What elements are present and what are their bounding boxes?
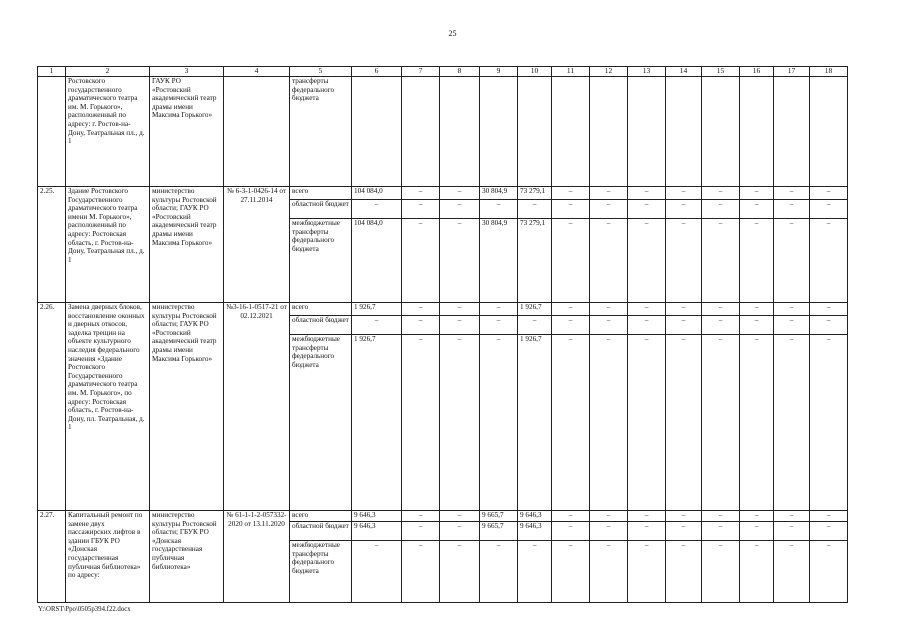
value-cell-col-11	[552, 187, 590, 303]
value: –	[628, 334, 665, 344]
value: –	[552, 334, 589, 344]
value: –	[418, 303, 423, 311]
value-cell-col-17	[774, 77, 810, 187]
value: –	[810, 315, 847, 334]
value: –	[402, 315, 439, 334]
value: –	[628, 540, 665, 550]
value-cell-col-6	[352, 511, 402, 603]
value: –	[774, 199, 809, 218]
header-col-5: 5	[290, 67, 352, 77]
value: –	[666, 199, 701, 218]
value: –	[666, 521, 701, 540]
table-row	[38, 511, 848, 603]
value-cell-col-9	[480, 187, 518, 303]
header-col-15: 15	[702, 67, 740, 77]
header-col-1: 1	[38, 67, 66, 77]
value: –	[644, 303, 649, 311]
value: –	[681, 511, 686, 519]
value: –	[754, 187, 759, 195]
value: –	[702, 218, 739, 228]
value: –	[590, 521, 627, 540]
value: –	[457, 303, 462, 311]
value: –	[480, 540, 517, 550]
object-name: Ростовского государственного драматического театра им. М. Горького», расположенный по адресу: г. Ростов-на-Дону, Театральная пл., д. 1	[66, 77, 150, 187]
value: –	[681, 303, 686, 311]
value: –	[740, 315, 773, 334]
value: –	[666, 334, 701, 344]
value-cell-col-14	[666, 303, 702, 511]
value-cell-col-10	[518, 511, 552, 603]
value-cell-col-16	[740, 187, 774, 303]
value: –	[810, 334, 847, 344]
value: –	[402, 334, 439, 344]
value: –	[702, 334, 739, 344]
value: 104 084,0	[352, 218, 401, 228]
value-cell-col-6	[352, 187, 402, 303]
value: –	[418, 187, 423, 195]
value: –	[440, 218, 479, 228]
value: –	[740, 540, 773, 550]
funding-source-label: межбюджетные трансферты федерального бюджета	[290, 334, 351, 369]
value: –	[666, 315, 701, 334]
value-cell-col-18	[810, 77, 848, 187]
value-cell-col-9	[480, 511, 518, 603]
value: –	[644, 511, 649, 519]
value: –	[568, 187, 573, 195]
executor: министерство культуры Ростовской области; ГАУК РО «Ростовский академический театр драмы имени Максима Горького»	[150, 303, 224, 511]
value: 9 665,7	[482, 511, 504, 519]
value: –	[568, 511, 573, 519]
value: –	[590, 218, 627, 228]
value: –	[681, 187, 686, 195]
table-row	[38, 187, 848, 303]
value: –	[740, 199, 773, 218]
header-col-17: 17	[774, 67, 810, 77]
value: –	[666, 218, 701, 228]
funding-source-label: областной бюджет	[290, 199, 351, 218]
table-row	[38, 77, 848, 187]
value: –	[718, 303, 723, 311]
value: –	[590, 199, 627, 218]
value: –	[740, 334, 773, 344]
header-col-18: 18	[810, 67, 848, 77]
value: –	[628, 199, 665, 218]
value-cell-col-6	[352, 77, 402, 187]
value: –	[606, 303, 611, 311]
executor: ГАУК РО «Ростовский академический театр драмы имени Максима Горького»	[150, 77, 224, 187]
value-cell-col-17	[774, 303, 810, 511]
value: –	[352, 315, 401, 334]
header-row	[38, 67, 848, 77]
funding-source-cell	[290, 303, 352, 511]
value: –	[774, 521, 809, 540]
row-number	[38, 77, 66, 187]
executor: министерство культуры Ростовской области; ГБУК РО «Донская государственная публичная библиотека»	[150, 511, 224, 603]
value: –	[352, 199, 401, 218]
value-cell-col-11	[552, 511, 590, 603]
value: –	[552, 199, 589, 218]
value-cell-col-9	[480, 303, 518, 511]
funding-source-label: межбюджетные трансферты федерального бюджета	[290, 540, 351, 575]
program-table	[37, 66, 848, 603]
value: –	[810, 199, 847, 218]
executor: министерство культуры Ростовской области; ГАУК РО «Ростовский академический театр драмы имени Максима Горького»	[150, 187, 224, 303]
header-col-9: 9	[480, 67, 518, 77]
value: –	[352, 540, 401, 550]
value: –	[402, 199, 439, 218]
value-cell-col-16	[740, 511, 774, 603]
value: –	[754, 511, 759, 519]
value: –	[552, 218, 589, 228]
value: –	[754, 303, 759, 311]
value-cell-col-15	[702, 77, 740, 187]
value: –	[789, 511, 794, 519]
value: –	[810, 540, 847, 550]
funding-source-label: областной бюджет	[290, 315, 351, 334]
value: –	[644, 187, 649, 195]
value: –	[826, 303, 831, 311]
value-cell-col-7	[402, 187, 440, 303]
value-cell-col-7	[402, 303, 440, 511]
value-cell-col-16	[740, 77, 774, 187]
value-cell-col-13	[628, 303, 666, 511]
value: –	[590, 315, 627, 334]
value: –	[440, 521, 479, 540]
value: –	[740, 521, 773, 540]
value: –	[402, 540, 439, 550]
value-cell-col-12	[590, 303, 628, 511]
value-cell-col-14	[666, 77, 702, 187]
header-col-8: 8	[440, 67, 480, 77]
value: –	[789, 303, 794, 311]
value: –	[789, 187, 794, 195]
value-cell-col-14	[666, 511, 702, 603]
value-cell-col-15	[702, 187, 740, 303]
value: –	[702, 199, 739, 218]
value-cell-col-13	[628, 187, 666, 303]
header-col-2: 2	[66, 67, 150, 77]
value-cell-col-8	[440, 77, 480, 187]
value-cell-col-8	[440, 303, 480, 511]
value: –	[810, 521, 847, 540]
value-cell-col-18	[810, 511, 848, 603]
value: –	[440, 540, 479, 550]
funding-source-cell	[290, 77, 352, 187]
value: –	[702, 521, 739, 540]
value: 30 804,9	[480, 218, 517, 228]
value: –	[552, 521, 589, 540]
header-col-7: 7	[402, 67, 440, 77]
footer-file-path: Y:\ORST\Ppo\0505p394.f22.docx	[38, 606, 131, 613]
value-cell-col-18	[810, 303, 848, 511]
value: –	[774, 315, 809, 334]
value: –	[496, 303, 501, 311]
header-col-16: 16	[740, 67, 774, 77]
value: 73 279,1	[520, 187, 546, 195]
value: –	[480, 334, 517, 344]
value-cell-col-8	[440, 511, 480, 603]
value: 9 646,3	[352, 521, 401, 540]
value-cell-col-8	[440, 187, 480, 303]
value: –	[826, 511, 831, 519]
value-cell-col-6	[352, 303, 402, 511]
value: –	[774, 540, 809, 550]
value: –	[402, 218, 439, 228]
value-cell-col-15	[702, 303, 740, 511]
value-cell-col-13	[628, 77, 666, 187]
value-cell-col-14	[666, 187, 702, 303]
object-name: Капитальный ремонт по замене двух пассажирских лифтов в здании ГБУК РО «Донская государственная публичная библиотека» по адресу:	[66, 511, 150, 603]
value-cell-col-10	[518, 187, 552, 303]
value: –	[590, 540, 627, 550]
value-cell-col-16	[740, 303, 774, 511]
value-cell-col-12	[590, 511, 628, 603]
value: 1 926,7	[518, 334, 551, 344]
value: –	[457, 187, 462, 195]
value: –	[774, 334, 809, 344]
value: 1 926,7	[520, 303, 542, 311]
value-cell-col-10	[518, 77, 552, 187]
header-col-10: 10	[518, 67, 552, 77]
value: –	[718, 187, 723, 195]
header-col-14: 14	[666, 67, 702, 77]
value-cell-col-17	[774, 187, 810, 303]
value-cell-col-15	[702, 511, 740, 603]
table-row	[38, 303, 848, 511]
funding-source-label: всего	[292, 511, 309, 519]
value: –	[810, 218, 847, 228]
value: 9 646,3	[518, 521, 551, 540]
value-cell-col-10	[518, 303, 552, 511]
document-ref: № 61-1-1-2-057332-2020 от 13.11.2020	[224, 511, 290, 603]
value-cell-col-11	[552, 303, 590, 511]
header-col-4: 4	[224, 67, 290, 77]
value: –	[718, 511, 723, 519]
value: –	[440, 334, 479, 344]
funding-source-cell	[290, 511, 352, 603]
value: –	[440, 199, 479, 218]
header-col-11: 11	[552, 67, 590, 77]
document-ref: №3-16-1-0517-21 от 02.12.2021	[224, 303, 290, 511]
value: –	[518, 315, 551, 334]
value: –	[457, 511, 462, 519]
value: –	[666, 540, 701, 550]
value: –	[480, 315, 517, 334]
value: –	[440, 315, 479, 334]
value: 9 646,3	[354, 511, 376, 519]
value-cell-col-9	[480, 77, 518, 187]
value: –	[740, 218, 773, 228]
header-col-12: 12	[590, 67, 628, 77]
value: 30 804,9	[482, 187, 508, 195]
value-cell-col-7	[402, 77, 440, 187]
page-number: 25	[448, 29, 457, 38]
object-name: Здание Ростовского Государственного драматического театра имени М. Горького», расположенный по адресу: Ростовская область, г. Ростов-на-Дону, Театральная пл., д. 1	[66, 187, 150, 303]
value-cell-col-12	[590, 187, 628, 303]
header-col-3: 3	[150, 67, 224, 77]
header-col-13: 13	[628, 67, 666, 77]
value-cell-col-12	[590, 77, 628, 187]
value-cell-col-11	[552, 77, 590, 187]
value: –	[590, 334, 627, 344]
document-ref	[224, 77, 290, 187]
funding-source-label: трансферты федерального бюджета	[292, 77, 335, 103]
funding-source-label: межбюджетные трансферты федерального бюджета	[290, 218, 351, 253]
funding-source-label: всего	[292, 303, 309, 311]
value: –	[418, 511, 423, 519]
value: –	[628, 218, 665, 228]
value: –	[568, 303, 573, 311]
value-cell-col-7	[402, 511, 440, 603]
row-number: 2.25.	[38, 187, 66, 303]
value: –	[774, 218, 809, 228]
value-cell-col-18	[810, 187, 848, 303]
value: 1 926,7	[352, 334, 401, 344]
value: –	[628, 315, 665, 334]
value: –	[518, 540, 551, 550]
value: 104 084,0	[354, 187, 383, 195]
header-col-6: 6	[352, 67, 402, 77]
value-cell-col-13	[628, 511, 666, 603]
value-cell-col-17	[774, 511, 810, 603]
value: –	[518, 199, 551, 218]
value: 73 279,1	[518, 218, 551, 228]
value: –	[402, 521, 439, 540]
funding-source-label: всего	[292, 187, 309, 195]
row-number: 2.26.	[38, 303, 66, 511]
funding-source-label: областной бюджет	[290, 521, 351, 540]
value: –	[552, 315, 589, 334]
object-name: Замена дверных блоков, восстановление оконных и дверных откосов, заделка трещин на объекте культурного наследия федерального значения «Здание Ростовского Государственного драматического театра им. М. Горького», по адресу: Ростовская область, г. Ростов-на-Дону, пл. Театральная, д. 1	[66, 303, 150, 511]
value: –	[480, 199, 517, 218]
row-number: 2.27.	[38, 511, 66, 603]
value: 1 926,7	[354, 303, 376, 311]
value: –	[702, 540, 739, 550]
value: –	[702, 315, 739, 334]
value: –	[606, 511, 611, 519]
funding-source-cell	[290, 187, 352, 303]
document-ref: № 6-3-1-0426-14 от 27.11.2014	[224, 187, 290, 303]
value: –	[552, 540, 589, 550]
value: –	[606, 187, 611, 195]
value: –	[826, 187, 831, 195]
value: –	[628, 521, 665, 540]
value: 9 665,7	[480, 521, 517, 540]
value: 9 646,3	[520, 511, 542, 519]
